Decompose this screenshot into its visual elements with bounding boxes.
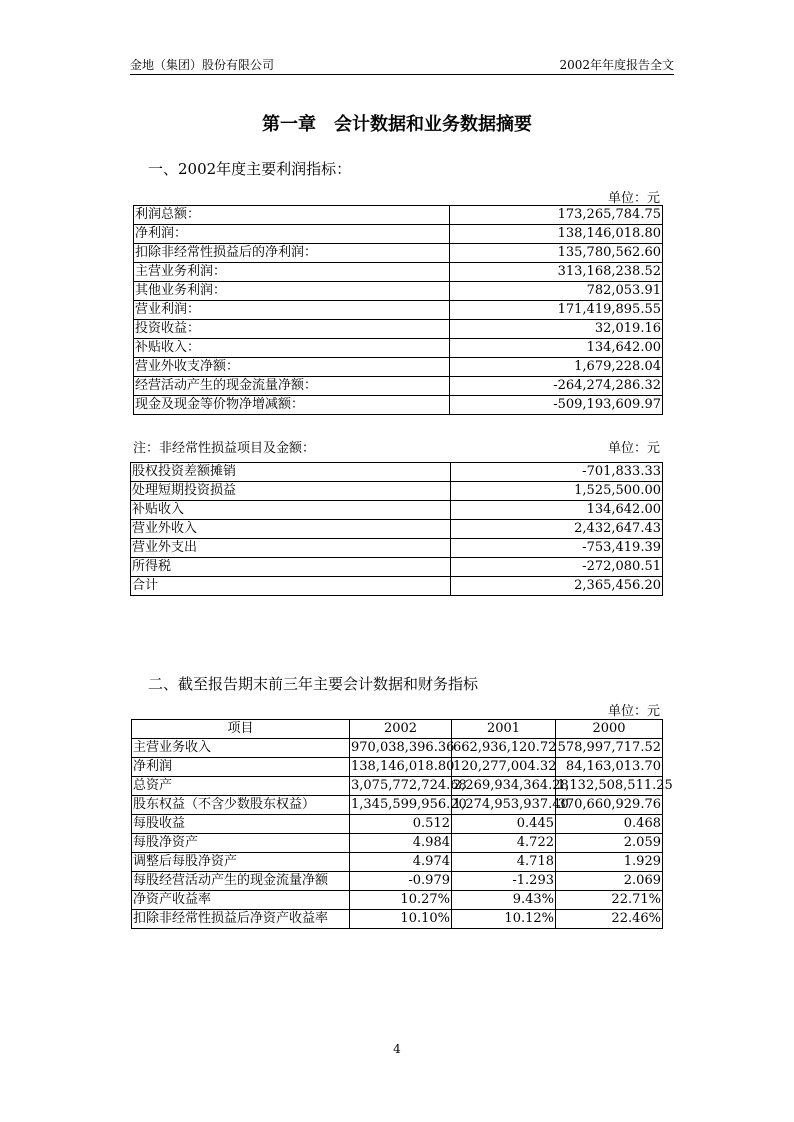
table-row	[134, 358, 663, 377]
row-value: 138,146,018.80	[350, 758, 452, 777]
row-label: 补贴收入：	[134, 339, 450, 358]
row-label: 营业利润：	[134, 301, 450, 320]
row-value: 22.46%	[556, 910, 663, 929]
table-row	[131, 501, 663, 520]
row-value: 370,660,929.76	[556, 796, 663, 815]
row-label: 利润总额：	[134, 206, 450, 225]
row-value: 32,019.16	[450, 320, 663, 339]
table-row	[134, 225, 663, 244]
column-header: 2000	[556, 720, 663, 739]
row-value: -0.979	[350, 872, 452, 891]
row-label: 净资产收益率	[132, 891, 350, 910]
table-row	[132, 910, 663, 929]
row-value: 9.43%	[452, 891, 556, 910]
company-name: 金地（集团）股份有限公司	[130, 58, 275, 72]
row-value: -753,419.39	[451, 539, 663, 558]
table-row	[134, 320, 663, 339]
row-label: 营业外收支净额：	[134, 358, 450, 377]
table-row	[132, 872, 663, 891]
row-label: 总资产	[132, 777, 350, 796]
row-value: 578,997,717.52	[556, 739, 663, 758]
row-label: 现金及现金等价物净增减额：	[134, 396, 450, 415]
column-header: 2001	[452, 720, 556, 739]
row-label: 其他业务利润：	[134, 282, 450, 301]
section2-title: 二、截至报告期末前三年主要会计数据和财务指标	[148, 675, 479, 693]
row-value: 2.069	[556, 872, 663, 891]
report-name: 2002年年度报告全文	[559, 58, 674, 72]
row-label: 扣除非经常性损益后的净利润：	[134, 244, 450, 263]
table-row	[131, 577, 663, 596]
page-header	[130, 54, 674, 74]
row-label: 股权投资差额摊销	[131, 463, 451, 482]
row-label: 调整后每股净资产	[132, 853, 350, 872]
row-value: 135,780,562.60	[450, 244, 663, 263]
row-value: 662,936,120.72	[452, 739, 556, 758]
row-label: 营业外收入	[131, 520, 451, 539]
table-row	[134, 282, 663, 301]
table-row	[134, 263, 663, 282]
row-label: 每股经营活动产生的现金流量净额	[132, 872, 350, 891]
table-row	[132, 758, 663, 777]
row-value: 1,525,500.00	[451, 482, 663, 501]
row-value: 10.10%	[350, 910, 452, 929]
profit-indicators-table	[133, 205, 663, 415]
row-label: 主营业务利润：	[134, 263, 450, 282]
chapter-title: 第一章 会计数据和业务数据摘要	[262, 114, 532, 135]
row-value: 2.059	[556, 834, 663, 853]
row-label: 投资收益：	[134, 320, 450, 339]
row-label: 所得税	[131, 558, 451, 577]
table-row	[132, 739, 663, 758]
table-row	[132, 891, 663, 910]
row-value: -1.293	[452, 872, 556, 891]
row-value: 138,146,018.80	[450, 225, 663, 244]
row-value: 2,432,647.43	[451, 520, 663, 539]
row-value: 0.512	[350, 815, 452, 834]
table-row	[134, 377, 663, 396]
table-header-row	[132, 720, 663, 739]
row-value: 10.27%	[350, 891, 452, 910]
section1-unit: 单位：元	[607, 191, 660, 206]
row-label: 主营业务收入	[132, 739, 350, 758]
row-value: 4.974	[350, 853, 452, 872]
table-row	[134, 339, 663, 358]
row-value: 2,365,456.20	[451, 577, 663, 596]
row-value: 313,168,238.52	[450, 263, 663, 282]
three-year-data-table	[131, 719, 673, 929]
row-label: 合计	[131, 577, 451, 596]
row-label: 股东权益（不含少数股东权益）	[132, 796, 350, 815]
table-row	[134, 396, 663, 415]
column-header: 项目	[132, 720, 350, 739]
row-value: 1,274,953,937.40	[452, 796, 556, 815]
table-row	[131, 539, 663, 558]
row-value: -264,274,286.32	[450, 377, 663, 396]
row-value: 782,053.91	[450, 282, 663, 301]
table-row	[132, 834, 663, 853]
row-label: 净利润	[132, 758, 350, 777]
row-value: 1,345,599,956.20	[350, 796, 452, 815]
row-value: 4.984	[350, 834, 452, 853]
row-label: 补贴收入	[131, 501, 451, 520]
row-value: 171,419,895.55	[450, 301, 663, 320]
row-value: 134,642.00	[450, 339, 663, 358]
row-value: 3,075,772,724.68	[350, 777, 452, 796]
nonrecurring-unit: 单位：元	[607, 441, 660, 456]
row-label: 经营活动产生的现金流量净额：	[134, 377, 450, 396]
row-value: 0.468	[556, 815, 663, 834]
row-label: 营业外支出	[131, 539, 451, 558]
row-value: -509,193,609.97	[450, 396, 663, 415]
row-value: 84,163,013.70	[556, 758, 663, 777]
table-row	[132, 777, 663, 796]
row-value: 120,277,004.32	[452, 758, 556, 777]
row-value: 1,679,228.04	[450, 358, 663, 377]
row-value: 4.718	[452, 853, 556, 872]
row-label: 净利润：	[134, 225, 450, 244]
row-value: 1,132,508,511.25	[556, 777, 663, 796]
section1-title: 一、2002年度主要利润指标：	[148, 160, 352, 178]
nonrecurring-items-table	[130, 462, 663, 596]
header-divider	[130, 74, 674, 75]
row-value: 22.71%	[556, 891, 663, 910]
table-row	[131, 520, 663, 539]
row-value: 4.722	[452, 834, 556, 853]
table-row	[134, 244, 663, 263]
table-row	[131, 482, 663, 501]
row-value: 970,038,396.36	[350, 739, 452, 758]
table-row	[131, 558, 663, 577]
row-label: 每股收益	[132, 815, 350, 834]
row-label: 每股净资产	[132, 834, 350, 853]
table-row	[134, 206, 663, 225]
page-number: 4	[393, 1042, 401, 1056]
table-row	[132, 815, 663, 834]
row-value: 1.929	[556, 853, 663, 872]
table-row	[134, 301, 663, 320]
table-row	[132, 853, 663, 872]
table-row	[131, 463, 663, 482]
row-value: 134,642.00	[451, 501, 663, 520]
nonrecurring-note: 注：非经常性损益项目及金额：	[133, 441, 316, 456]
row-label: 扣除非经常性损益后净资产收益率	[132, 910, 350, 929]
row-label: 处理短期投资损益	[131, 482, 451, 501]
table-row	[132, 796, 663, 815]
row-value: 10.12%	[452, 910, 556, 929]
row-value: -272,080.51	[451, 558, 663, 577]
row-value: 0.445	[452, 815, 556, 834]
column-header: 2002	[350, 720, 452, 739]
row-value: 173,265,784.75	[450, 206, 663, 225]
row-value: 2,269,934,364.28	[452, 777, 556, 796]
row-value: -701,833.33	[451, 463, 663, 482]
section2-unit: 单位：元	[607, 704, 660, 719]
